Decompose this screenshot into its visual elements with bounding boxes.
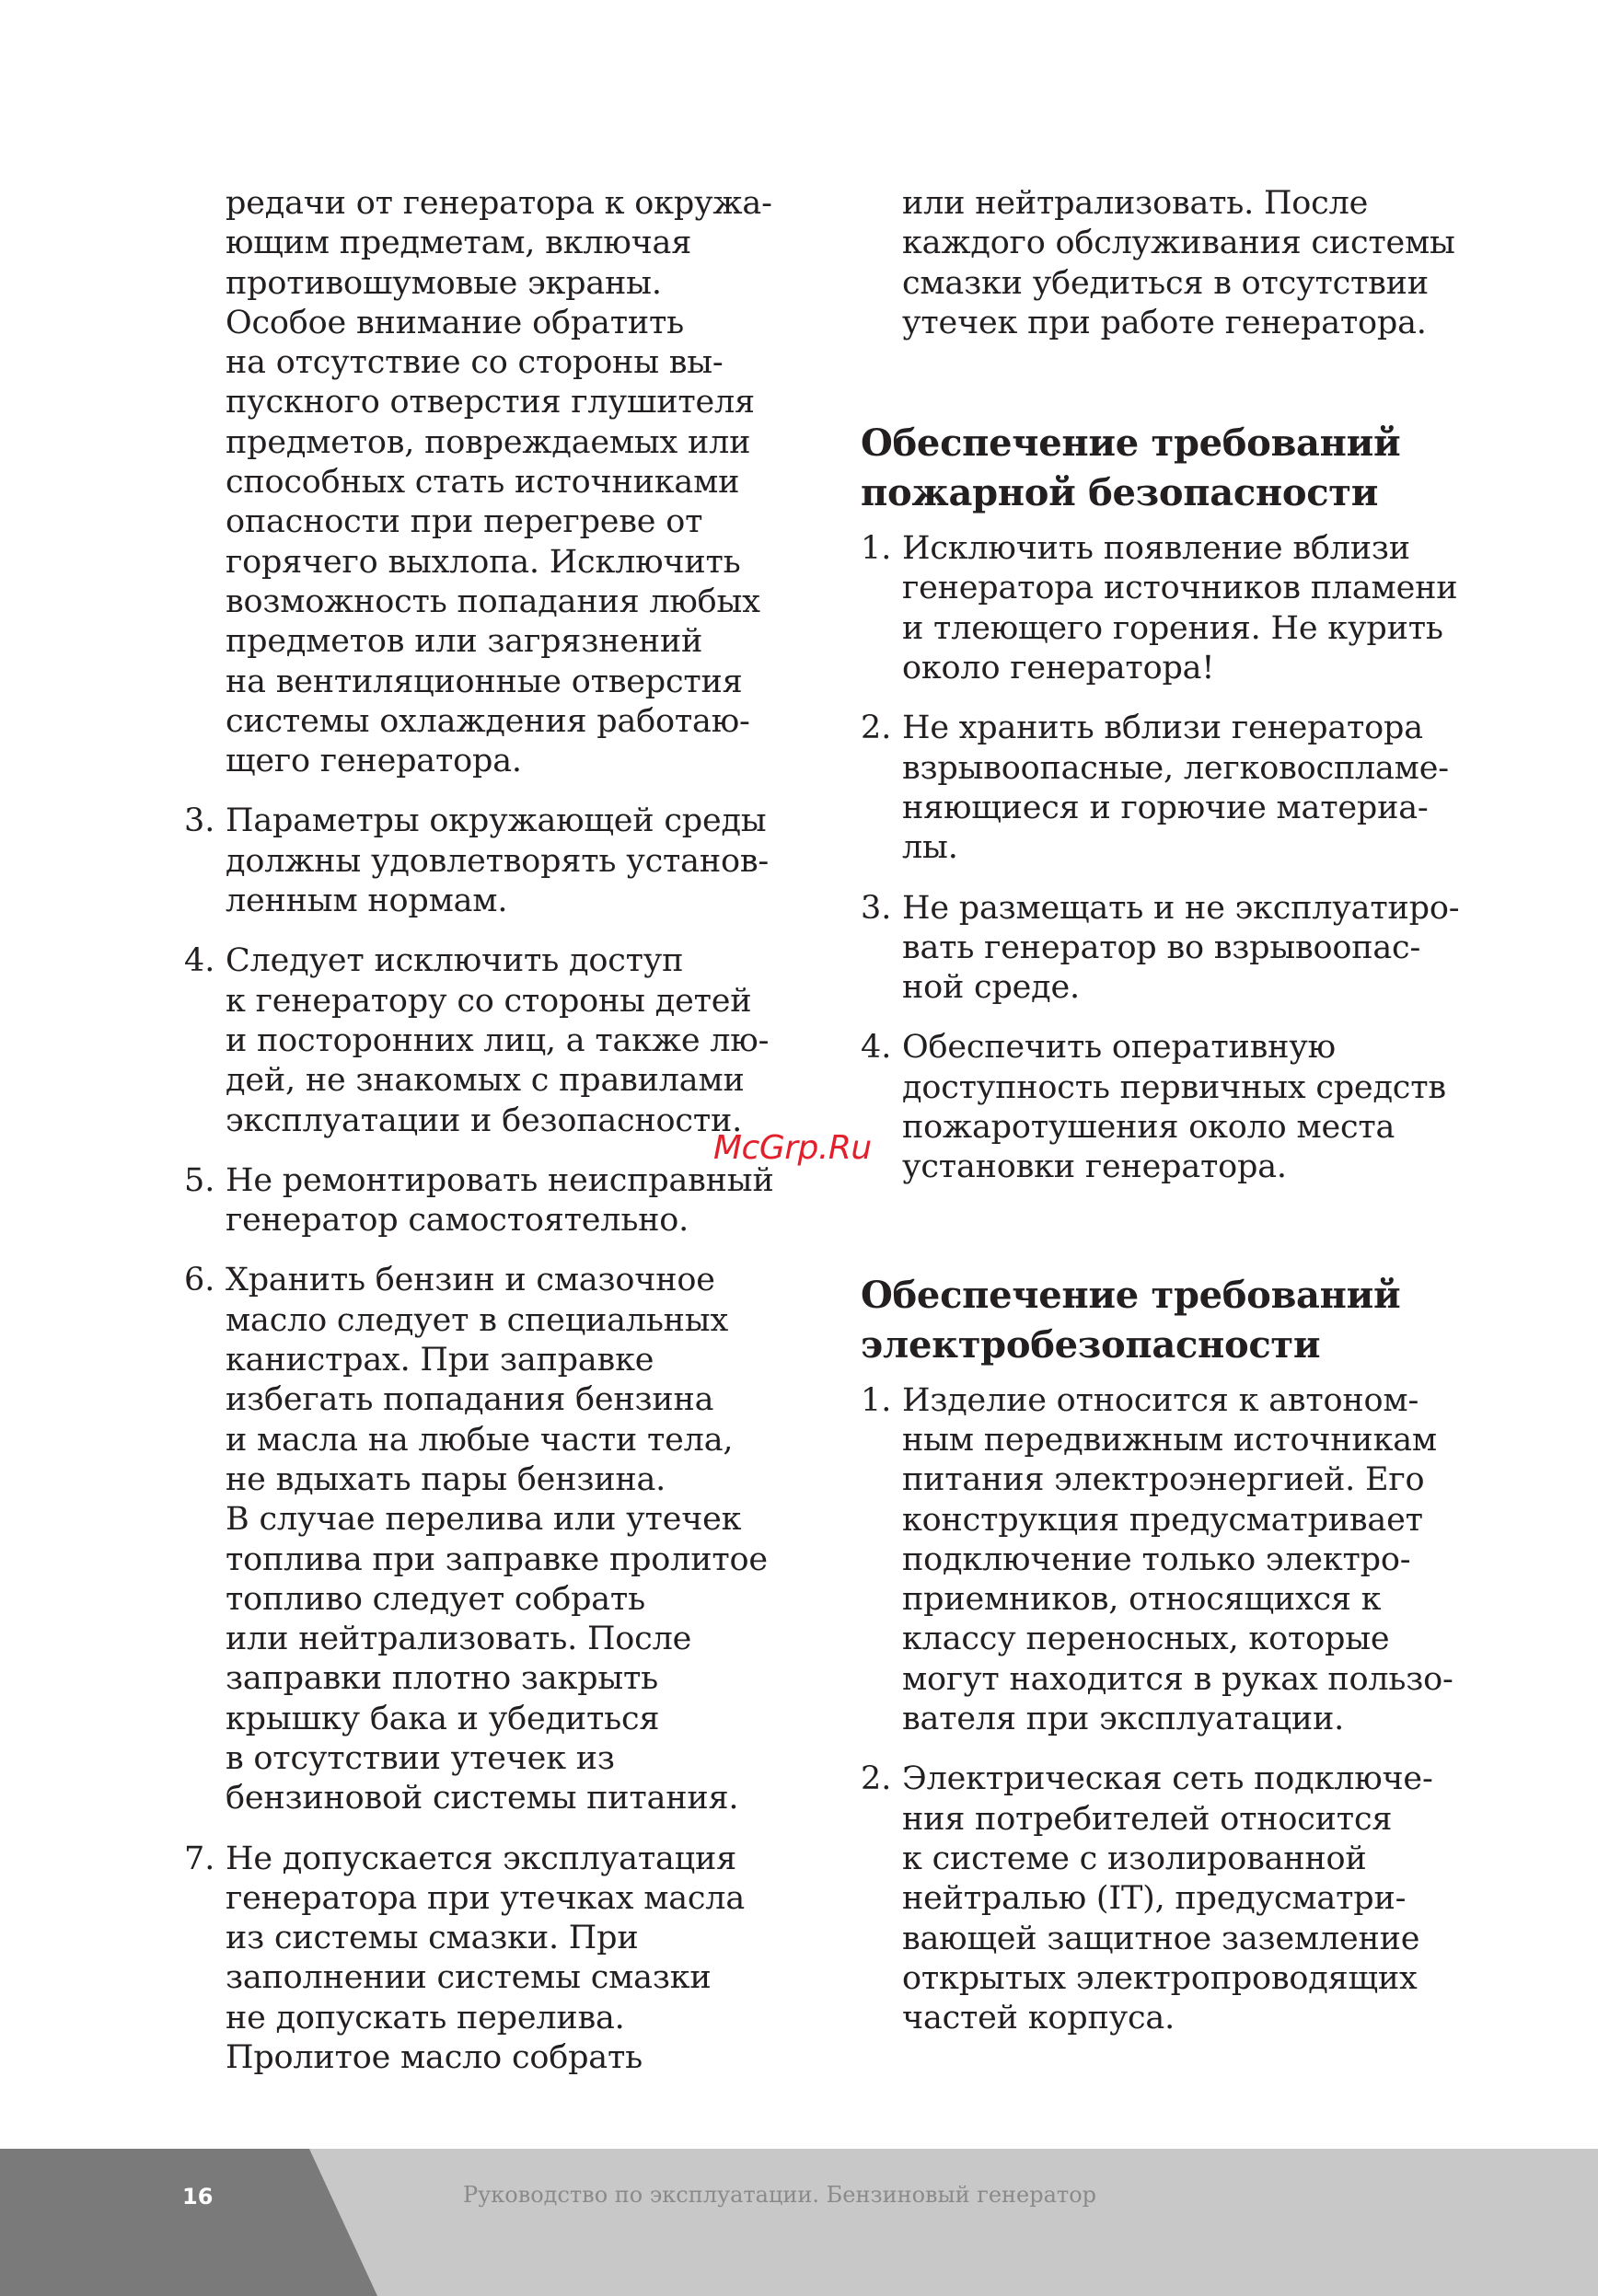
list-item-7 (184, 1840, 810, 2079)
right-column (861, 184, 1487, 2059)
list-text: Параметры окружающей среды должны удовлетворять установ- ленным нормам. (226, 802, 769, 920)
list-text: Не ремонтировать неисправный генератор самостоятельно. (226, 1161, 774, 1240)
continuation-text: редачи от генератора к окружа- ющим предметам, включая противошумовые экраны. Особое внимание обратить на отсутствие со стороны вы- пускного отверстия глушителя предметов, повреждаемых или способных стать источниками опасности при перегреве от горячего выхлопа. Исключить возможность попадания любых предметов или загрязнений на вентиляционные отверстия системы охлаждения работаю- щего генератора. (226, 185, 772, 780)
list-item-3 (861, 889, 1487, 1009)
list-number: 1. (861, 1381, 892, 1419)
list-item-3 (184, 802, 810, 921)
list-item-5 (184, 1161, 810, 1241)
page-footer (0, 2149, 1598, 2296)
list-item-4 (861, 1028, 1487, 1187)
list-number: 5. (184, 1161, 215, 1199)
section-heading-fire-safety: Обеспечение требований пожарной безопасности (861, 421, 1401, 515)
list-item-4 (184, 941, 810, 1140)
page-number: 16 (182, 2184, 214, 2209)
list-item-1 (861, 1381, 1487, 1740)
list-number: 1. (861, 530, 892, 568)
list-text: Хранить бензин и смазочное масло следует в специальных канистрах. При заправке избегать попадания бензина и масла на любые части тела, не вдыхать пары бензина. В случае перелива или утечек топлива при заправке пролитое топливо следует собрать или нейтрализовать. После заправки плотно закрыть крышку бака и убедиться в отсутствии утечек из бензиновой системы питания. (226, 1262, 768, 1817)
list-item-1 (861, 529, 1487, 688)
list-item-2 (861, 709, 1487, 868)
list-number: 2. (861, 710, 892, 747)
footer-title: Руководство по эксплуатации. Бензиновый генератор (463, 2182, 1097, 2208)
list-number: 4. (861, 1029, 892, 1067)
list-text: Обеспечить оперативную доступность первичных средств пожаротушения около места установки генератора. (902, 1029, 1446, 1186)
list-text: Не размещать и не эксплуатиро- вать генератор во взрывоопас- ной среде. (902, 889, 1460, 1007)
list-number: 7. (184, 1840, 215, 1877)
list-text: Следует исключить доступ к генератору со стороны детей и посторонних лиц, а также лю- дей, не знакомых с правилами эксплуатации и безопасности. (226, 942, 770, 1139)
watermark: McGrp.Ru (713, 1129, 872, 1167)
section-heading-electrical-safety: Обеспечение требований электробезопасности (861, 1273, 1401, 1367)
list-item-6 (184, 1261, 810, 1818)
list-item-2 (861, 1759, 1487, 2038)
list-text: Не хранить вблизи генератора взрывоопасные, легковоспламе- няющиеся и горючие материа- лы. (902, 710, 1449, 867)
list-number: 2. (861, 1760, 892, 1798)
list-text: Не допускается эксплуатация генератора при утечках масла из системы смазки. При заполнении системы смазки не допускать перелива. Пролитое масло собрать (226, 1840, 745, 2077)
list-text: Электрическая сеть подключе- ния потребителей относится к системе с изолированной нейтралью (IT), предусматри- вающей защитное заземление открытых электропроводящих частей корпуса. (902, 1760, 1433, 2037)
list-text: Исключить появление вблизи генератора источников пламени и тлеющего горения. Не курить около генератора! (902, 530, 1458, 687)
list-number: 3. (184, 802, 215, 840)
list-number: 3. (861, 889, 892, 927)
list-number: 6. (184, 1262, 215, 1299)
list-text: Изделие относится к автоном- ным передвижным источникам питания электроэнергией. Его конструкция предусматривает подключение только электро- приемников, относящихся к классу переносных, которые могут находится в руках пользо- вателя при эксплуатации. (902, 1381, 1453, 1738)
continuation-text: или нейтрализовать. После каждого обслуживания системы смазки убедиться в отсутствии утечек при работе генератора. (902, 185, 1455, 341)
footer-band (0, 2149, 1598, 2296)
list-number: 4. (184, 942, 215, 980)
